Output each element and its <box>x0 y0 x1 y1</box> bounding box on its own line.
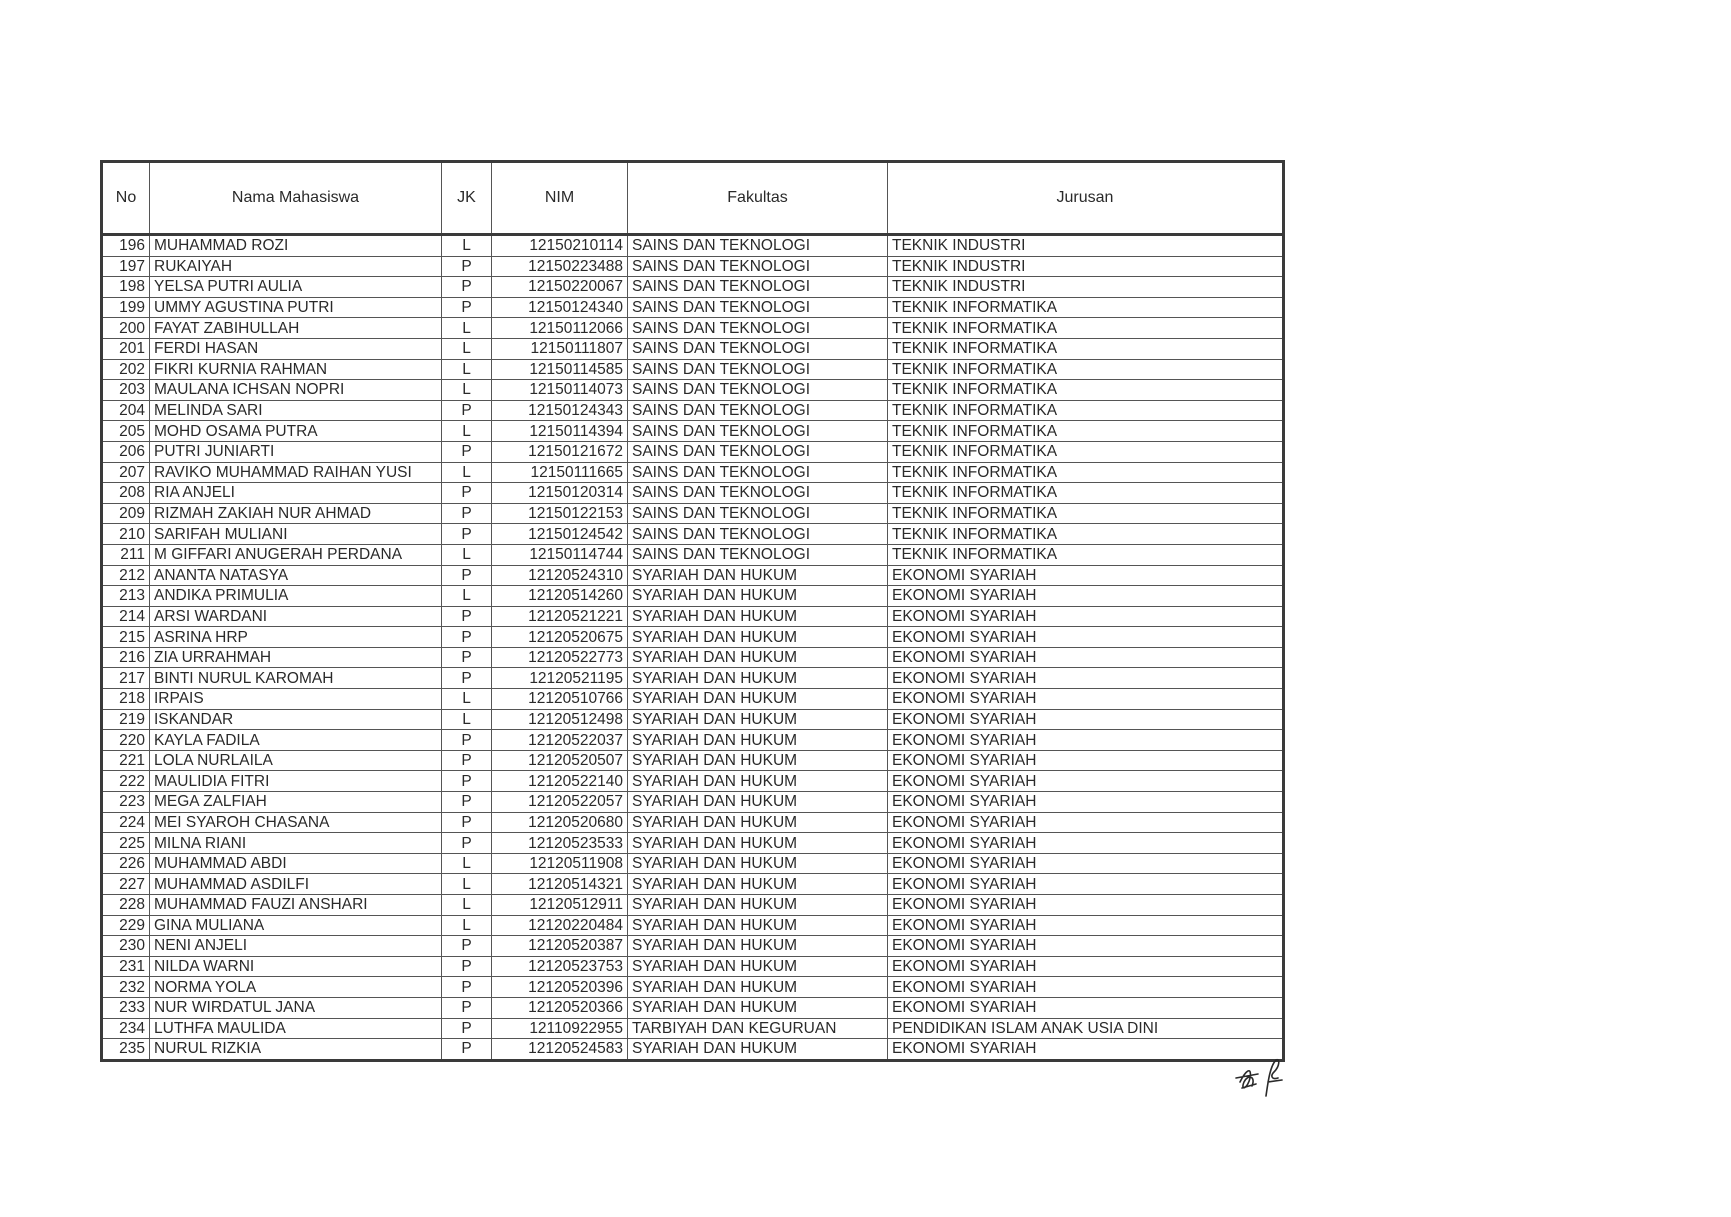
cell-nama: FERDI HASAN <box>150 338 442 359</box>
cell-fakultas: SYARIAH DAN HUKUM <box>628 956 888 977</box>
cell-jk: P <box>442 647 492 668</box>
table-row <box>102 544 1284 565</box>
cell-nama: BINTI NURUL KAROMAH <box>150 668 442 689</box>
cell-nama: MUHAMMAD ABDI <box>150 853 442 874</box>
cell-no: 233 <box>102 997 150 1018</box>
table-row <box>102 586 1284 607</box>
cell-fakultas: SAINS DAN TEKNOLOGI <box>628 503 888 524</box>
cell-no: 208 <box>102 483 150 504</box>
cell-nim: 12150124542 <box>492 524 628 545</box>
cell-jurusan: EKONOMI SYARIAH <box>888 853 1284 874</box>
cell-nama: RIZMAH ZAKIAH NUR AHMAD <box>150 503 442 524</box>
cell-no: 207 <box>102 462 150 483</box>
cell-jurusan: EKONOMI SYARIAH <box>888 606 1284 627</box>
cell-no: 229 <box>102 915 150 936</box>
cell-no: 205 <box>102 421 150 442</box>
cell-jurusan: EKONOMI SYARIAH <box>888 915 1284 936</box>
cell-nim: 12120510766 <box>492 689 628 710</box>
cell-fakultas: SYARIAH DAN HUKUM <box>628 750 888 771</box>
cell-jurusan: EKONOMI SYARIAH <box>888 874 1284 895</box>
cell-jurusan: EKONOMI SYARIAH <box>888 689 1284 710</box>
cell-nama: FAYAT ZABIHULLAH <box>150 318 442 339</box>
cell-nim: 12150210114 <box>492 235 628 257</box>
cell-fakultas: SYARIAH DAN HUKUM <box>628 647 888 668</box>
cell-jurusan: EKONOMI SYARIAH <box>888 709 1284 730</box>
cell-fakultas: SAINS DAN TEKNOLOGI <box>628 462 888 483</box>
cell-fakultas: SYARIAH DAN HUKUM <box>628 853 888 874</box>
table-row <box>102 1039 1284 1061</box>
cell-no: 226 <box>102 853 150 874</box>
cell-jk: P <box>442 606 492 627</box>
cell-jk: P <box>442 1039 492 1061</box>
cell-jk: P <box>442 750 492 771</box>
cell-jk: P <box>442 771 492 792</box>
cell-jurusan: EKONOMI SYARIAH <box>888 956 1284 977</box>
cell-nama: NORMA YOLA <box>150 977 442 998</box>
header-jurusan: Jurusan <box>888 162 1284 235</box>
table-row <box>102 812 1284 833</box>
table-row <box>102 338 1284 359</box>
cell-nim: 12150111665 <box>492 462 628 483</box>
cell-nim: 12120521221 <box>492 606 628 627</box>
cell-jk: P <box>442 297 492 318</box>
cell-jk: L <box>442 380 492 401</box>
table-row <box>102 997 1284 1018</box>
table-row <box>102 874 1284 895</box>
cell-jk: L <box>442 915 492 936</box>
cell-nim: 12150111807 <box>492 338 628 359</box>
cell-jurusan: TEKNIK INFORMATIKA <box>888 297 1284 318</box>
cell-nama: MAULIDIA FITRI <box>150 771 442 792</box>
cell-jk: P <box>442 977 492 998</box>
cell-nim: 12150120314 <box>492 483 628 504</box>
cell-jurusan: EKONOMI SYARIAH <box>888 771 1284 792</box>
cell-no: 234 <box>102 1018 150 1039</box>
table-row <box>102 318 1284 339</box>
header-jk: JK <box>442 162 492 235</box>
cell-nama: MILNA RIANI <box>150 833 442 854</box>
cell-nim: 12120514260 <box>492 586 628 607</box>
cell-nama: MUHAMMAD FAUZI ANSHARI <box>150 895 442 916</box>
cell-fakultas: SYARIAH DAN HUKUM <box>628 586 888 607</box>
cell-nama: M GIFFARI ANUGERAH PERDANA <box>150 544 442 565</box>
cell-no: 217 <box>102 668 150 689</box>
table-row <box>102 256 1284 277</box>
cell-fakultas: SYARIAH DAN HUKUM <box>628 915 888 936</box>
cell-fakultas: TARBIYAH DAN KEGURUAN <box>628 1018 888 1039</box>
cell-nim: 12120520387 <box>492 936 628 957</box>
cell-jk: L <box>442 895 492 916</box>
cell-nama: MELINDA SARI <box>150 400 442 421</box>
cell-fakultas: SYARIAH DAN HUKUM <box>628 936 888 957</box>
table-row <box>102 956 1284 977</box>
cell-jk: L <box>442 338 492 359</box>
cell-fakultas: SAINS DAN TEKNOLOGI <box>628 524 888 545</box>
cell-no: 228 <box>102 895 150 916</box>
cell-nim: 12150223488 <box>492 256 628 277</box>
header-fakultas: Fakultas <box>628 162 888 235</box>
cell-fakultas: SAINS DAN TEKNOLOGI <box>628 359 888 380</box>
table-row <box>102 833 1284 854</box>
cell-fakultas: SYARIAH DAN HUKUM <box>628 689 888 710</box>
cell-nim: 12120520396 <box>492 977 628 998</box>
cell-nim: 12120220484 <box>492 915 628 936</box>
table-row <box>102 977 1284 998</box>
student-table <box>100 160 1285 1062</box>
cell-nama: RIA ANJELI <box>150 483 442 504</box>
cell-nama: YELSA PUTRI AULIA <box>150 277 442 298</box>
cell-nama: IRPAIS <box>150 689 442 710</box>
cell-jurusan: EKONOMI SYARIAH <box>888 1039 1284 1061</box>
cell-nim: 12150112066 <box>492 318 628 339</box>
cell-jk: P <box>442 1018 492 1039</box>
cell-jk: L <box>442 853 492 874</box>
cell-jurusan: EKONOMI SYARIAH <box>888 977 1284 998</box>
cell-nim: 12120520675 <box>492 627 628 648</box>
cell-fakultas: SAINS DAN TEKNOLOGI <box>628 483 888 504</box>
cell-nim: 12150114073 <box>492 380 628 401</box>
header-no: No <box>102 162 150 235</box>
cell-nim: 12110922955 <box>492 1018 628 1039</box>
cell-nim: 12120523753 <box>492 956 628 977</box>
cell-jk: P <box>442 997 492 1018</box>
cell-fakultas: SAINS DAN TEKNOLOGI <box>628 421 888 442</box>
cell-jurusan: EKONOMI SYARIAH <box>888 586 1284 607</box>
cell-nim: 12150220067 <box>492 277 628 298</box>
cell-nama: RAVIKO MUHAMMAD RAIHAN YUSI <box>150 462 442 483</box>
cell-jurusan: EKONOMI SYARIAH <box>888 565 1284 586</box>
table-row <box>102 1018 1284 1039</box>
cell-fakultas: SYARIAH DAN HUKUM <box>628 792 888 813</box>
cell-nama: ISKANDAR <box>150 709 442 730</box>
cell-jk: P <box>442 833 492 854</box>
cell-jk: P <box>442 441 492 462</box>
cell-no: 227 <box>102 874 150 895</box>
cell-nama: NENI ANJELI <box>150 936 442 957</box>
table-row <box>102 792 1284 813</box>
cell-jurusan: EKONOMI SYARIAH <box>888 647 1284 668</box>
cell-nim: 12120512498 <box>492 709 628 730</box>
cell-nama: NUR WIRDATUL JANA <box>150 997 442 1018</box>
cell-nim: 12150114744 <box>492 544 628 565</box>
cell-jk: P <box>442 503 492 524</box>
cell-nama: KAYLA FADILA <box>150 730 442 751</box>
cell-no: 220 <box>102 730 150 751</box>
table-row <box>102 853 1284 874</box>
cell-nim: 12120524310 <box>492 565 628 586</box>
cell-jk: L <box>442 359 492 380</box>
cell-nim: 12150114394 <box>492 421 628 442</box>
table-row <box>102 297 1284 318</box>
table-row <box>102 709 1284 730</box>
cell-no: 222 <box>102 771 150 792</box>
cell-jurusan: TEKNIK INFORMATIKA <box>888 318 1284 339</box>
cell-fakultas: SYARIAH DAN HUKUM <box>628 874 888 895</box>
cell-jk: L <box>442 586 492 607</box>
table-row <box>102 915 1284 936</box>
cell-jk: P <box>442 668 492 689</box>
cell-nim: 12120522140 <box>492 771 628 792</box>
table-row <box>102 895 1284 916</box>
cell-fakultas: SAINS DAN TEKNOLOGI <box>628 441 888 462</box>
header-nama: Nama Mahasiswa <box>150 162 442 235</box>
cell-nama: RUKAIYAH <box>150 256 442 277</box>
cell-fakultas: SAINS DAN TEKNOLOGI <box>628 235 888 257</box>
cell-jk: P <box>442 792 492 813</box>
cell-jurusan: TEKNIK INDUSTRI <box>888 235 1284 257</box>
cell-jk: P <box>442 524 492 545</box>
cell-fakultas: SAINS DAN TEKNOLOGI <box>628 400 888 421</box>
table-row <box>102 689 1284 710</box>
cell-nama: MAULANA ICHSAN NOPRI <box>150 380 442 401</box>
cell-no: 209 <box>102 503 150 524</box>
cell-jk: L <box>442 544 492 565</box>
cell-fakultas: SAINS DAN TEKNOLOGI <box>628 380 888 401</box>
cell-jurusan: EKONOMI SYARIAH <box>888 833 1284 854</box>
cell-jurusan: TEKNIK INFORMATIKA <box>888 524 1284 545</box>
cell-jurusan: TEKNIK INFORMATIKA <box>888 503 1284 524</box>
cell-jk: L <box>442 235 492 257</box>
cell-no: 214 <box>102 606 150 627</box>
cell-nim: 12120512911 <box>492 895 628 916</box>
cell-nim: 12120521195 <box>492 668 628 689</box>
cell-nama: UMMY AGUSTINA PUTRI <box>150 297 442 318</box>
cell-nama: FIKRI KURNIA RAHMAN <box>150 359 442 380</box>
cell-nim: 12150114585 <box>492 359 628 380</box>
cell-fakultas: SAINS DAN TEKNOLOGI <box>628 297 888 318</box>
table-row <box>102 668 1284 689</box>
cell-jk: P <box>442 483 492 504</box>
cell-no: 203 <box>102 380 150 401</box>
table-row <box>102 647 1284 668</box>
cell-jk: L <box>442 689 492 710</box>
table-row <box>102 565 1284 586</box>
cell-nim: 12120522037 <box>492 730 628 751</box>
cell-no: 197 <box>102 256 150 277</box>
cell-nama: GINA MULIANA <box>150 915 442 936</box>
cell-nim: 12120520680 <box>492 812 628 833</box>
table-header-row <box>102 162 1284 235</box>
cell-jurusan: TEKNIK INFORMATIKA <box>888 380 1284 401</box>
table-row <box>102 441 1284 462</box>
table-row <box>102 771 1284 792</box>
cell-no: 223 <box>102 792 150 813</box>
table-row <box>102 627 1284 648</box>
cell-no: 196 <box>102 235 150 257</box>
cell-jk: L <box>442 462 492 483</box>
cell-nama: SARIFAH MULIANI <box>150 524 442 545</box>
cell-jk: P <box>442 400 492 421</box>
cell-jurusan: TEKNIK INFORMATIKA <box>888 441 1284 462</box>
cell-nim: 12120514321 <box>492 874 628 895</box>
cell-jk: P <box>442 936 492 957</box>
cell-no: 216 <box>102 647 150 668</box>
cell-nim: 12150124340 <box>492 297 628 318</box>
header-nim: NIM <box>492 162 628 235</box>
cell-no: 218 <box>102 689 150 710</box>
cell-nama: ARSI WARDANI <box>150 606 442 627</box>
cell-fakultas: SYARIAH DAN HUKUM <box>628 771 888 792</box>
table-row <box>102 380 1284 401</box>
cell-no: 225 <box>102 833 150 854</box>
cell-jurusan: TEKNIK INDUSTRI <box>888 256 1284 277</box>
cell-nama: NILDA WARNI <box>150 956 442 977</box>
cell-no: 212 <box>102 565 150 586</box>
cell-jurusan: TEKNIK INFORMATIKA <box>888 400 1284 421</box>
cell-nama: MEGA ZALFIAH <box>150 792 442 813</box>
cell-nim: 12120520366 <box>492 997 628 1018</box>
table-row <box>102 730 1284 751</box>
cell-nim: 12120523533 <box>492 833 628 854</box>
table-row <box>102 483 1284 504</box>
cell-jurusan: TEKNIK INFORMATIKA <box>888 338 1284 359</box>
cell-jurusan: TEKNIK INFORMATIKA <box>888 462 1284 483</box>
cell-jurusan: EKONOMI SYARIAH <box>888 997 1284 1018</box>
cell-fakultas: SYARIAH DAN HUKUM <box>628 627 888 648</box>
cell-nim: 12120520507 <box>492 750 628 771</box>
cell-jurusan: EKONOMI SYARIAH <box>888 668 1284 689</box>
cell-fakultas: SYARIAH DAN HUKUM <box>628 709 888 730</box>
cell-fakultas: SYARIAH DAN HUKUM <box>628 997 888 1018</box>
cell-jurusan: TEKNIK INFORMATIKA <box>888 359 1284 380</box>
cell-no: 198 <box>102 277 150 298</box>
cell-no: 232 <box>102 977 150 998</box>
cell-jurusan: EKONOMI SYARIAH <box>888 936 1284 957</box>
cell-no: 202 <box>102 359 150 380</box>
cell-no: 210 <box>102 524 150 545</box>
cell-fakultas: SAINS DAN TEKNOLOGI <box>628 277 888 298</box>
cell-jk: P <box>442 565 492 586</box>
table-row <box>102 750 1284 771</box>
cell-fakultas: SYARIAH DAN HUKUM <box>628 1039 888 1061</box>
cell-nama: MOHD OSAMA PUTRA <box>150 421 442 442</box>
cell-jurusan: TEKNIK INFORMATIKA <box>888 483 1284 504</box>
cell-nama: ANDIKA PRIMULIA <box>150 586 442 607</box>
cell-jurusan: TEKNIK INFORMATIKA <box>888 544 1284 565</box>
cell-nim: 12120522057 <box>492 792 628 813</box>
cell-nama: MUHAMMAD ASDILFI <box>150 874 442 895</box>
cell-jurusan: EKONOMI SYARIAH <box>888 792 1284 813</box>
cell-no: 235 <box>102 1039 150 1061</box>
cell-fakultas: SYARIAH DAN HUKUM <box>628 812 888 833</box>
table-row <box>102 421 1284 442</box>
table-row <box>102 936 1284 957</box>
cell-no: 204 <box>102 400 150 421</box>
cell-jurusan: EKONOMI SYARIAH <box>888 895 1284 916</box>
cell-nama: ASRINA HRP <box>150 627 442 648</box>
cell-jk: L <box>442 709 492 730</box>
cell-nama: ZIA URRAHMAH <box>150 647 442 668</box>
table-row <box>102 235 1284 257</box>
cell-jk: P <box>442 627 492 648</box>
cell-no: 213 <box>102 586 150 607</box>
table-body <box>102 235 1284 1061</box>
student-list-sheet <box>100 160 1285 1062</box>
cell-fakultas: SYARIAH DAN HUKUM <box>628 730 888 751</box>
cell-jk: P <box>442 256 492 277</box>
cell-fakultas: SYARIAH DAN HUKUM <box>628 833 888 854</box>
cell-jk: L <box>442 874 492 895</box>
cell-nim: 12120524583 <box>492 1039 628 1061</box>
cell-jurusan: PENDIDIKAN ISLAM ANAK USIA DINI <box>888 1018 1284 1039</box>
cell-fakultas: SAINS DAN TEKNOLOGI <box>628 256 888 277</box>
cell-nim: 12150121672 <box>492 441 628 462</box>
cell-no: 224 <box>102 812 150 833</box>
cell-nim: 12120522773 <box>492 647 628 668</box>
cell-no: 199 <box>102 297 150 318</box>
cell-nama: ANANTA NATASYA <box>150 565 442 586</box>
cell-fakultas: SYARIAH DAN HUKUM <box>628 895 888 916</box>
cell-no: 215 <box>102 627 150 648</box>
cell-no: 219 <box>102 709 150 730</box>
cell-jurusan: TEKNIK INFORMATIKA <box>888 421 1284 442</box>
table-row <box>102 400 1284 421</box>
cell-jurusan: EKONOMI SYARIAH <box>888 627 1284 648</box>
cell-nama: LOLA NURLAILA <box>150 750 442 771</box>
cell-fakultas: SYARIAH DAN HUKUM <box>628 668 888 689</box>
cell-no: 230 <box>102 936 150 957</box>
cell-nim: 12150122153 <box>492 503 628 524</box>
table-row <box>102 277 1284 298</box>
cell-fakultas: SAINS DAN TEKNOLOGI <box>628 338 888 359</box>
cell-jurusan: EKONOMI SYARIAH <box>888 730 1284 751</box>
cell-nama: NURUL RIZKIA <box>150 1039 442 1061</box>
cell-fakultas: SYARIAH DAN HUKUM <box>628 565 888 586</box>
cell-fakultas: SAINS DAN TEKNOLOGI <box>628 318 888 339</box>
cell-jk: P <box>442 277 492 298</box>
cell-fakultas: SAINS DAN TEKNOLOGI <box>628 544 888 565</box>
cell-jurusan: TEKNIK INDUSTRI <box>888 277 1284 298</box>
cell-nim: 12120511908 <box>492 853 628 874</box>
cell-jk: P <box>442 812 492 833</box>
cell-no: 206 <box>102 441 150 462</box>
cell-nim: 12150124343 <box>492 400 628 421</box>
table-row <box>102 359 1284 380</box>
cell-jurusan: EKONOMI SYARIAH <box>888 750 1284 771</box>
cell-fakultas: SYARIAH DAN HUKUM <box>628 606 888 627</box>
cell-nama: PUTRI JUNIARTI <box>150 441 442 462</box>
cell-no: 221 <box>102 750 150 771</box>
cell-no: 201 <box>102 338 150 359</box>
signature-mark <box>1232 1052 1292 1102</box>
cell-nama: MEI SYAROH CHASANA <box>150 812 442 833</box>
cell-no: 211 <box>102 544 150 565</box>
cell-jk: P <box>442 956 492 977</box>
cell-jk: L <box>442 318 492 339</box>
cell-jk: L <box>442 421 492 442</box>
cell-jk: P <box>442 730 492 751</box>
cell-no: 200 <box>102 318 150 339</box>
table-row <box>102 524 1284 545</box>
table-row <box>102 503 1284 524</box>
table-row <box>102 606 1284 627</box>
cell-nama: MUHAMMAD ROZI <box>150 235 442 257</box>
cell-no: 231 <box>102 956 150 977</box>
cell-nama: LUTHFA MAULIDA <box>150 1018 442 1039</box>
table-row <box>102 462 1284 483</box>
cell-fakultas: SYARIAH DAN HUKUM <box>628 977 888 998</box>
cell-jurusan: EKONOMI SYARIAH <box>888 812 1284 833</box>
